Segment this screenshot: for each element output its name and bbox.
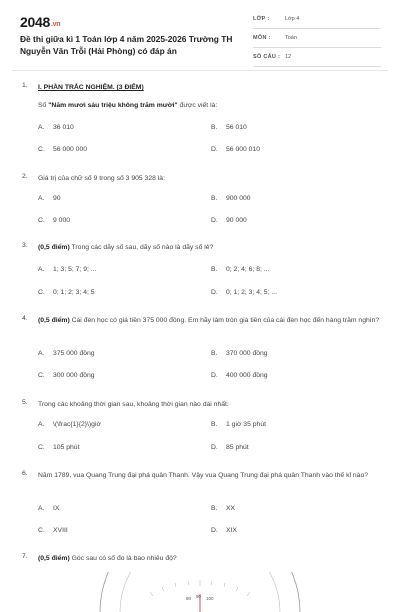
header xyxy=(0,0,400,72)
option-c[interactable]: C. 56 000 000 xyxy=(38,146,88,153)
question-number: 1. xyxy=(22,82,28,89)
option-c[interactable]: C. 300 000 đồng xyxy=(38,372,95,379)
option-b[interactable]: B. 0; 2; 4; 6; 8; ... xyxy=(211,266,270,273)
question-text: (0,5 điểm) Cái đèn học có giá tiền 375 000 đồng. Em hãy làm tròn giá tiền của cái đèn học đến hàng trăm nghìn? xyxy=(38,317,380,324)
question-number: 7. xyxy=(22,553,28,560)
option-a[interactable]: A. 375 000 đồng xyxy=(38,350,95,357)
question-number: 6. xyxy=(22,470,28,477)
meta-class-row xyxy=(253,13,381,29)
option-b[interactable]: B. XX xyxy=(211,505,236,512)
option-a[interactable]: A. IX xyxy=(38,505,60,512)
meta-value: Lớp 4 xyxy=(285,16,300,22)
protractor-label-100: 100 xyxy=(206,596,214,601)
question-text: (0,5 điểm) Trong các dãy số sau, dãy số nào là dãy số lẻ? xyxy=(38,244,214,251)
option-d[interactable]: D. 0; 1; 2; 3; 4; 5; ... xyxy=(211,289,278,296)
protractor-label-80: 80 xyxy=(186,596,192,601)
option-b[interactable]: B. 1 giờ 35 phút xyxy=(211,421,266,428)
option-c[interactable]: C. 0; 1; 2; 3; 4; 5 xyxy=(38,289,95,296)
exam-title: Đề thi giữa kì 1 Toán lớp 4 năm 2025-2026 Trường TH Nguyễn Văn Trỗi (Hải Phòng) có đáp án xyxy=(20,34,233,56)
option-a[interactable]: A. 90 xyxy=(38,195,61,202)
option-b[interactable]: B. 370 000 đồng xyxy=(211,350,268,357)
option-d[interactable]: D. 90 000 xyxy=(211,217,247,224)
option-b[interactable]: B. 56 010 xyxy=(211,124,247,131)
option-c[interactable]: C. XVIII xyxy=(38,527,68,534)
meta-subject-row xyxy=(253,32,381,48)
header-divider xyxy=(12,70,388,71)
option-d[interactable]: D. 400 000 đồng xyxy=(211,372,268,379)
protractor-figure xyxy=(90,572,310,612)
question-number: 4. xyxy=(22,315,28,322)
question-text: (0,5 điểm) Góc sau có số đo là bao nhiêu độ? xyxy=(38,555,177,562)
option-d[interactable]: D. XIX xyxy=(211,527,237,534)
protractor-label-90: 90 xyxy=(196,594,202,599)
option-a[interactable]: A. 36 010 xyxy=(38,124,74,131)
exam-meta xyxy=(253,13,381,70)
option-a[interactable]: A. 1; 3; 5; 7; 9; ... xyxy=(38,266,97,273)
meta-key: SỐ CÂU : xyxy=(253,54,281,60)
question-number: 2. xyxy=(22,173,28,180)
question-text: Giá trị của chữ số 9 trong số 3 905 328 là: xyxy=(38,175,165,182)
question-text: Trong các khoảng thời gian sau, khoảng thời gian nào dài nhất: xyxy=(38,401,229,408)
meta-key: MÔN : xyxy=(253,35,271,41)
question-text: Năm 1789, vua Quang Trung đại phá quân Thanh. Vậy vua Quang Trung đại phá quân Thanh vào thế kỉ nào? xyxy=(38,472,369,479)
meta-value: Toán xyxy=(285,35,297,41)
question-number: 5. xyxy=(22,399,28,406)
meta-count-row xyxy=(253,51,381,67)
site-logo[interactable]: 2048.vn xyxy=(20,14,61,30)
section-title: I. PHẦN TRẮC NGHIỆM. (3 ĐIỂM) xyxy=(38,84,144,91)
option-b[interactable]: B. 900 000 xyxy=(211,195,251,202)
question-number: 3. xyxy=(22,242,28,249)
option-d[interactable]: D. 85 phút xyxy=(211,444,249,451)
meta-value: 12 xyxy=(285,54,292,60)
option-a[interactable]: A. \(\frac{1}{2}\)giờ xyxy=(38,421,101,428)
meta-key: LỚP : xyxy=(253,16,270,22)
option-c[interactable]: C. 105 phút xyxy=(38,444,80,451)
option-c[interactable]: C. 9 000 xyxy=(38,217,71,224)
option-d[interactable]: D. 56 000 010 xyxy=(211,146,261,153)
question-text: Số "Năm mươi sáu triệu không trăm mười" được viết là: xyxy=(38,102,218,109)
